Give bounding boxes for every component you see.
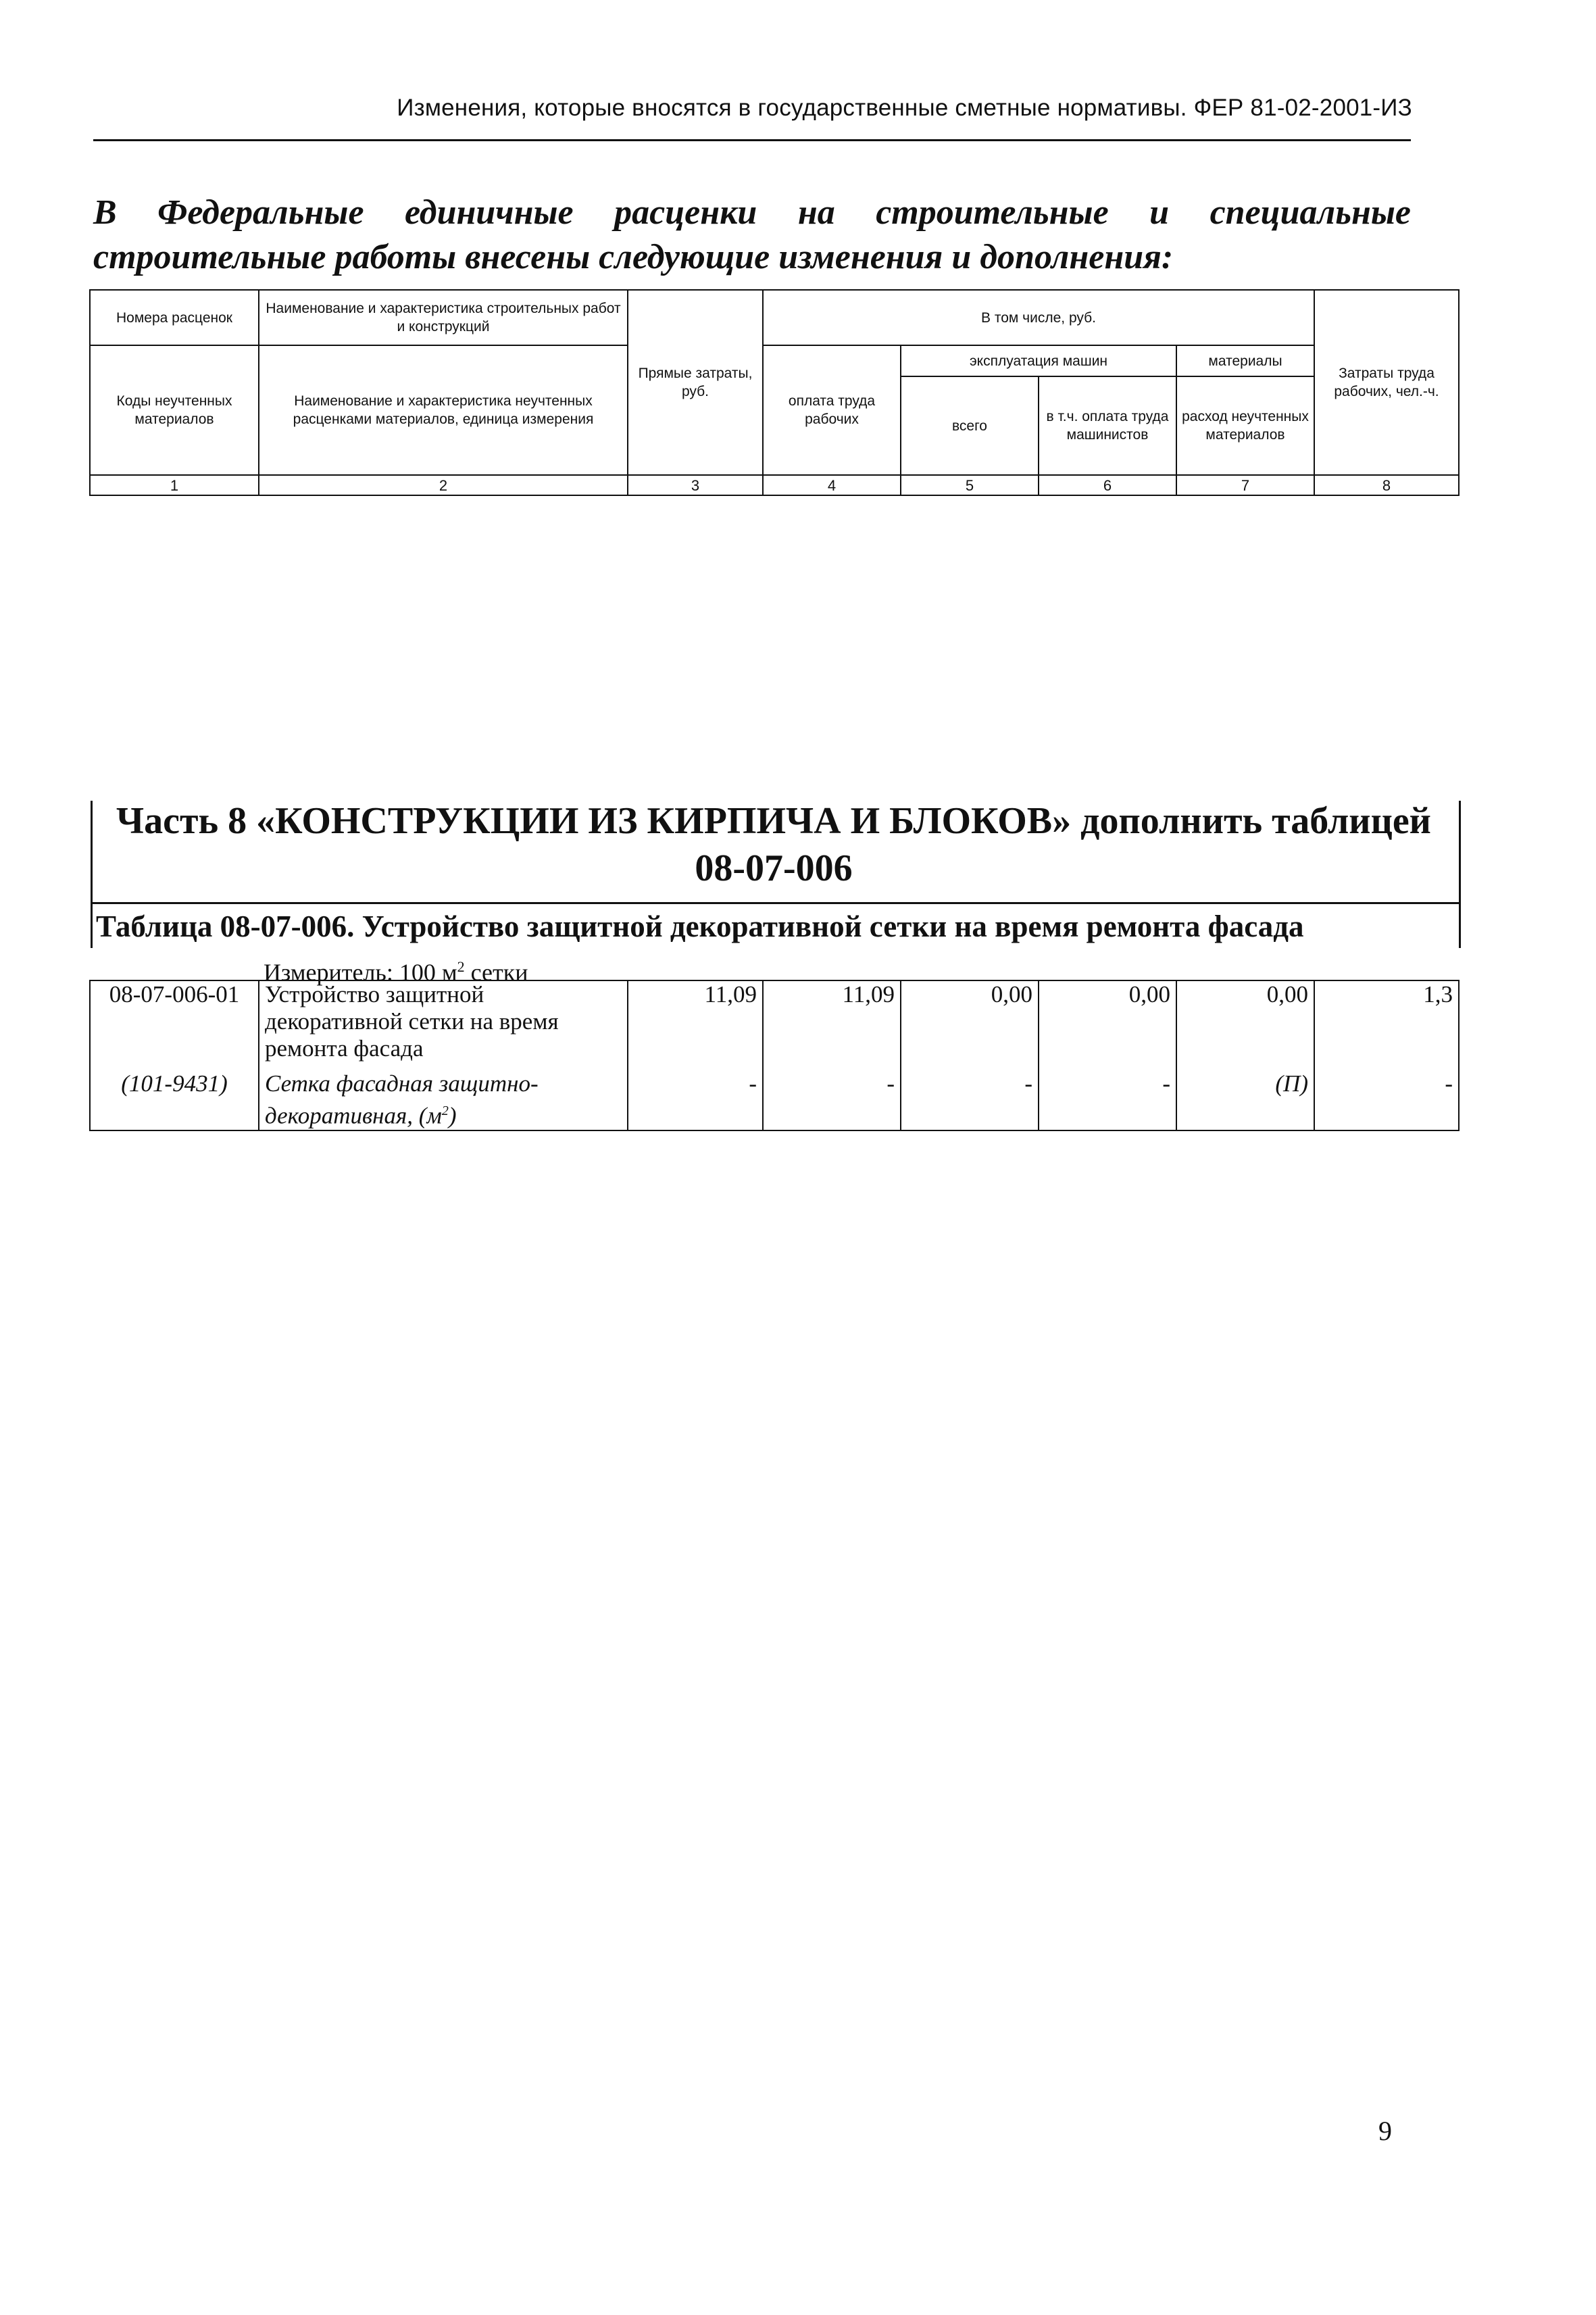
part-title: Часть 8 «КОНСТРУКЦИИ ИЗ КИРПИЧА И БЛОКОВ» дополнить таблицей 08-07-006 <box>116 800 1431 889</box>
material-name: Сетка фасадная защитно-декоративная, $(м^2)$ <box>259 1070 628 1130</box>
header-group-title: В том числе, руб. <box>763 290 1314 345</box>
table-title: Таблица 08-07-006. Устройство защитной декоративной сетки на время ремонта фасада <box>96 910 1304 943</box>
direct-costs: 11,09 <box>628 980 763 1070</box>
machines-total: - <box>901 1070 1039 1130</box>
page-number: 9 <box>1378 2116 1392 2146</box>
header-col1-bottom: Коды неучтенных материалов <box>90 345 259 475</box>
column-number: 1 <box>90 475 259 495</box>
column-header-table <box>89 289 1460 496</box>
column-number: 6 <box>1039 475 1176 495</box>
header-materials-title: материалы <box>1176 345 1314 376</box>
column-number: 5 <box>901 475 1039 495</box>
labor-pay: 11,09 <box>763 980 901 1070</box>
column-number: 7 <box>1176 475 1314 495</box>
machinists-pay: 0,00 <box>1039 980 1176 1070</box>
table-row <box>90 980 1459 1070</box>
materials-cost: 0,00 <box>1176 980 1314 1070</box>
header-col1-top: Номера расценок <box>90 290 259 345</box>
labor-pay: - <box>763 1070 901 1130</box>
machinists-pay: - <box>1039 1070 1176 1130</box>
column-number: 2 <box>259 475 628 495</box>
rates-table <box>89 980 1460 1131</box>
labor-hours: 1,3 <box>1314 980 1459 1070</box>
column-number: 3 <box>628 475 763 495</box>
rate-name: Устройство защитной декоративной сетки на время ремонта фасада <box>259 980 628 1070</box>
column-number: 4 <box>763 475 901 495</box>
labor-hours: - <box>1314 1070 1459 1130</box>
header-col2-top: Наименование и характеристика строительных работ и конструкций <box>259 290 628 345</box>
header-col4: оплата труда рабочих <box>763 345 901 475</box>
header-col7: расход неучтенных материалов <box>1176 376 1314 475</box>
rate-code: 08-07-006-01 <box>90 980 259 1070</box>
materials-cost: (П) <box>1176 1070 1314 1130</box>
column-number: 8 <box>1314 475 1459 495</box>
material-code: (101-9431) <box>90 1070 259 1130</box>
machines-total: 0,00 <box>901 980 1039 1070</box>
header-col6: в т.ч. оплата труда машинистов <box>1039 376 1176 475</box>
direct-costs: - <box>628 1070 763 1130</box>
header-machines-title: эксплуатация машин <box>901 345 1176 376</box>
intro-heading: В Федеральные единичные расценки на строительные и специальные строительные работы внесены следующие изменения и дополнения: <box>93 193 1411 276</box>
header-col3: Прямые затраты, руб. <box>628 290 763 475</box>
header-col5: всего <box>901 376 1039 475</box>
header-col2-bottom: Наименование и характеристика неучтенных расценками материалов, единица измерения <box>259 345 628 475</box>
table-row <box>90 1070 1459 1130</box>
header-col8: Затраты труда рабочих, чел.-ч. <box>1314 290 1459 475</box>
running-header: Изменения, которые вносятся в государственные сметные нормативы. ФЕР 81-02-2001-ИЗ <box>397 95 1412 121</box>
header-rule <box>93 139 1411 141</box>
measure-unit: Измеритель: 100 $м^2$ сетки <box>264 958 528 986</box>
